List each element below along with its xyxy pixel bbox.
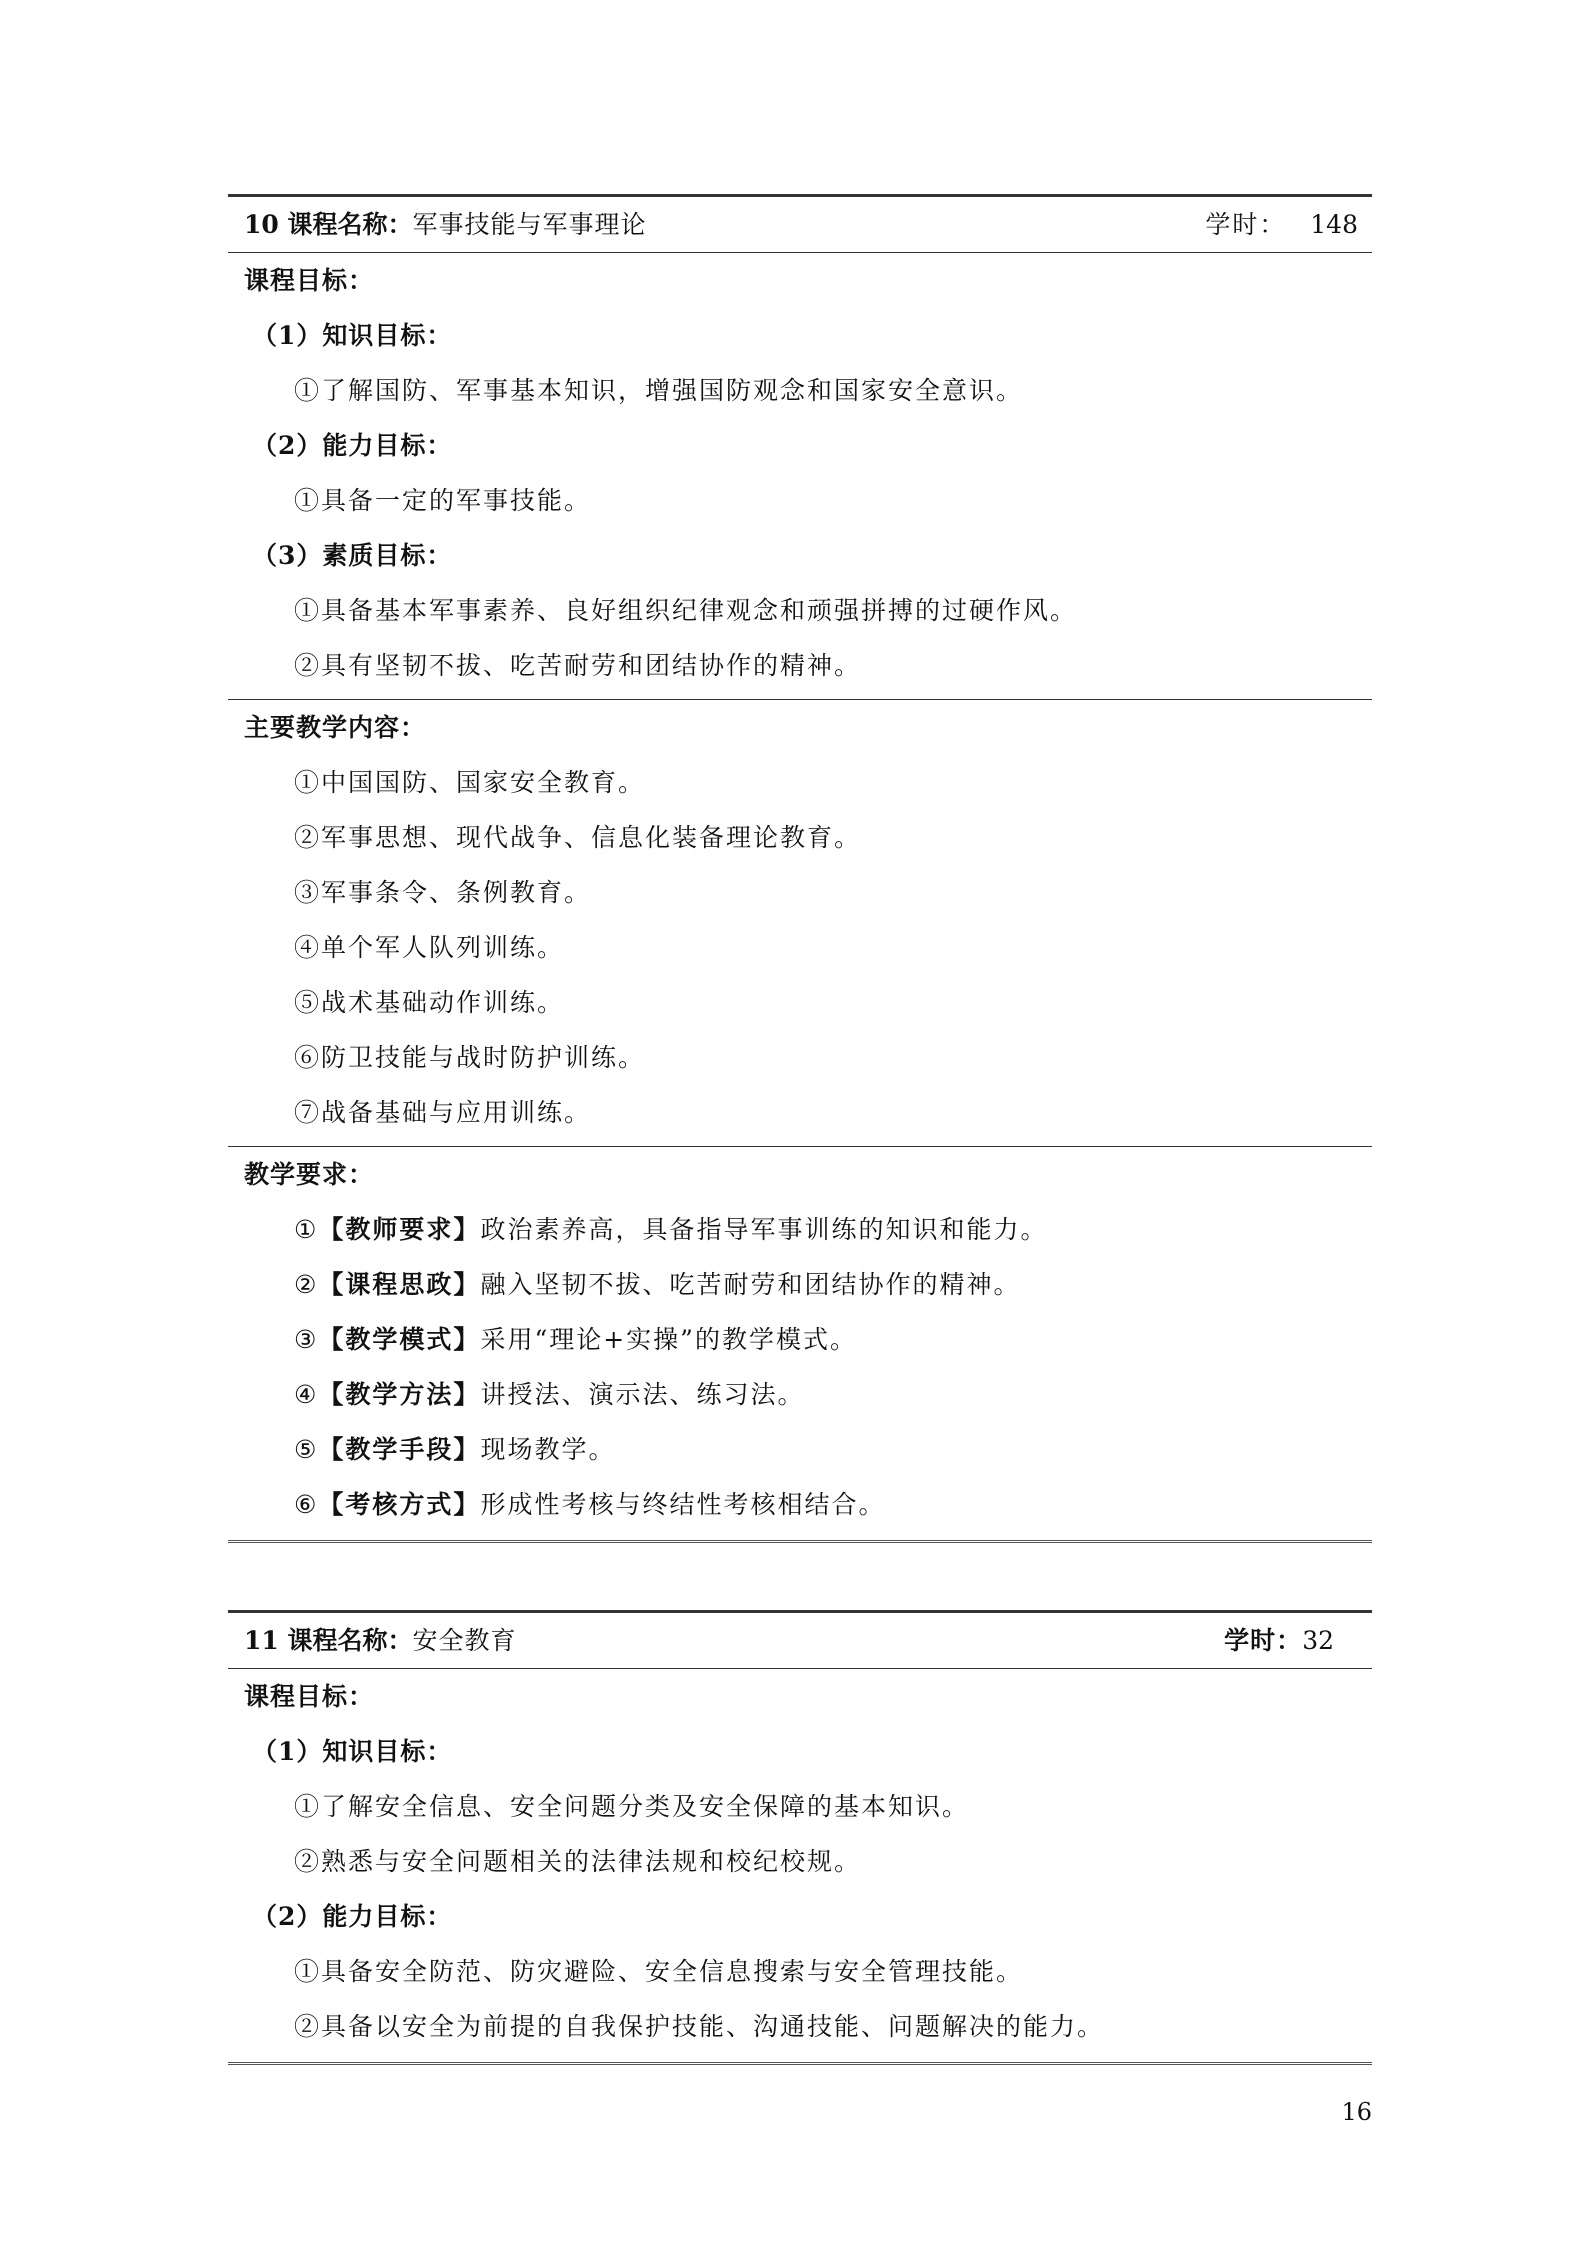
- course-header: [228, 1613, 1372, 1669]
- course-name: 安全教育: [412, 1626, 517, 1655]
- list-item: ②熟悉与安全问题相关的法律法规和校纪校规。: [294, 1847, 862, 1876]
- subsection-title: （1）知识目标：: [252, 1737, 453, 1766]
- requirements-section: [228, 1147, 1372, 1538]
- list-item: ①了解国防、军事基本知识，增强国防观念和国家安全意识。: [294, 376, 1024, 405]
- subsection-title: （2）能力目标：: [252, 1902, 453, 1931]
- course-name-label: 11 课程名称：安全教育: [244, 1626, 517, 1655]
- section-title: 主要教学内容：: [244, 713, 427, 742]
- list-item: ②具有坚韧不拔、吃苦耐劳和团结协作的精神。: [294, 651, 862, 680]
- page-number: 16: [1341, 2098, 1372, 2126]
- course-block-10: [228, 194, 1372, 1543]
- list-item: ④单个军人队列训练。: [294, 933, 565, 962]
- course-name-label: 10 课程名称：军事技能与军事理论: [244, 210, 647, 239]
- course-header: [228, 197, 1372, 253]
- course-hours: 学时： 148: [1205, 210, 1358, 239]
- list-item: ①具备一定的军事技能。: [294, 486, 592, 515]
- list-item: ①具备安全防范、防灾避险、安全信息搜索与安全管理技能。: [294, 1957, 1024, 1986]
- section-title: 教学要求：: [244, 1160, 375, 1189]
- list-item: ③军事条令、条例教育。: [294, 878, 592, 907]
- list-item: ⑤战术基础动作训练。: [294, 988, 565, 1017]
- goals-section: [228, 253, 1372, 700]
- requirement-item: ⑥【考核方式】形成性考核与终结性考核相结合。: [294, 1490, 886, 1519]
- section-title: 课程目标：: [244, 1682, 375, 1711]
- list-item: ⑦战备基础与应用训练。: [294, 1098, 592, 1127]
- list-item: ①具备基本军事素养、良好组织纪律观念和顽强拼搏的过硬作风。: [294, 596, 1078, 625]
- course-name: 军事技能与军事理论: [412, 210, 647, 239]
- goals-section: [228, 1669, 1372, 2060]
- list-item: ②具备以安全为前提的自我保护技能、沟通技能、问题解决的能力。: [294, 2012, 1105, 2041]
- list-item: ①了解安全信息、安全问题分类及安全保障的基本知识。: [294, 1792, 970, 1821]
- requirement-item: ⑤【教学手段】现场教学。: [294, 1435, 616, 1464]
- course-block-11: [228, 1610, 1372, 2065]
- course-hours: 学时：32: [1224, 1626, 1334, 1655]
- requirement-item: ④【教学方法】讲授法、演示法、练习法。: [294, 1380, 805, 1409]
- requirement-item: ②【课程思政】融入坚韧不拔、吃苦耐劳和团结协作的精神。: [294, 1270, 1021, 1299]
- subsection-title: （3）素质目标：: [252, 541, 453, 570]
- list-item: ①中国国防、国家安全教育。: [294, 768, 646, 797]
- list-item: ⑥防卫技能与战时防护训练。: [294, 1043, 646, 1072]
- subsection-title: （1）知识目标：: [252, 321, 453, 350]
- section-title: 课程目标：: [244, 266, 375, 295]
- list-item: ②军事思想、现代战争、信息化装备理论教育。: [294, 823, 862, 852]
- requirement-item: ③【教学模式】采用“理论+实操”的教学模式。: [294, 1325, 857, 1354]
- requirement-item: ①【教师要求】政治素养高，具备指导军事训练的知识和能力。: [294, 1215, 1048, 1244]
- subsection-title: （2）能力目标：: [252, 431, 453, 460]
- content-section: [228, 700, 1372, 1147]
